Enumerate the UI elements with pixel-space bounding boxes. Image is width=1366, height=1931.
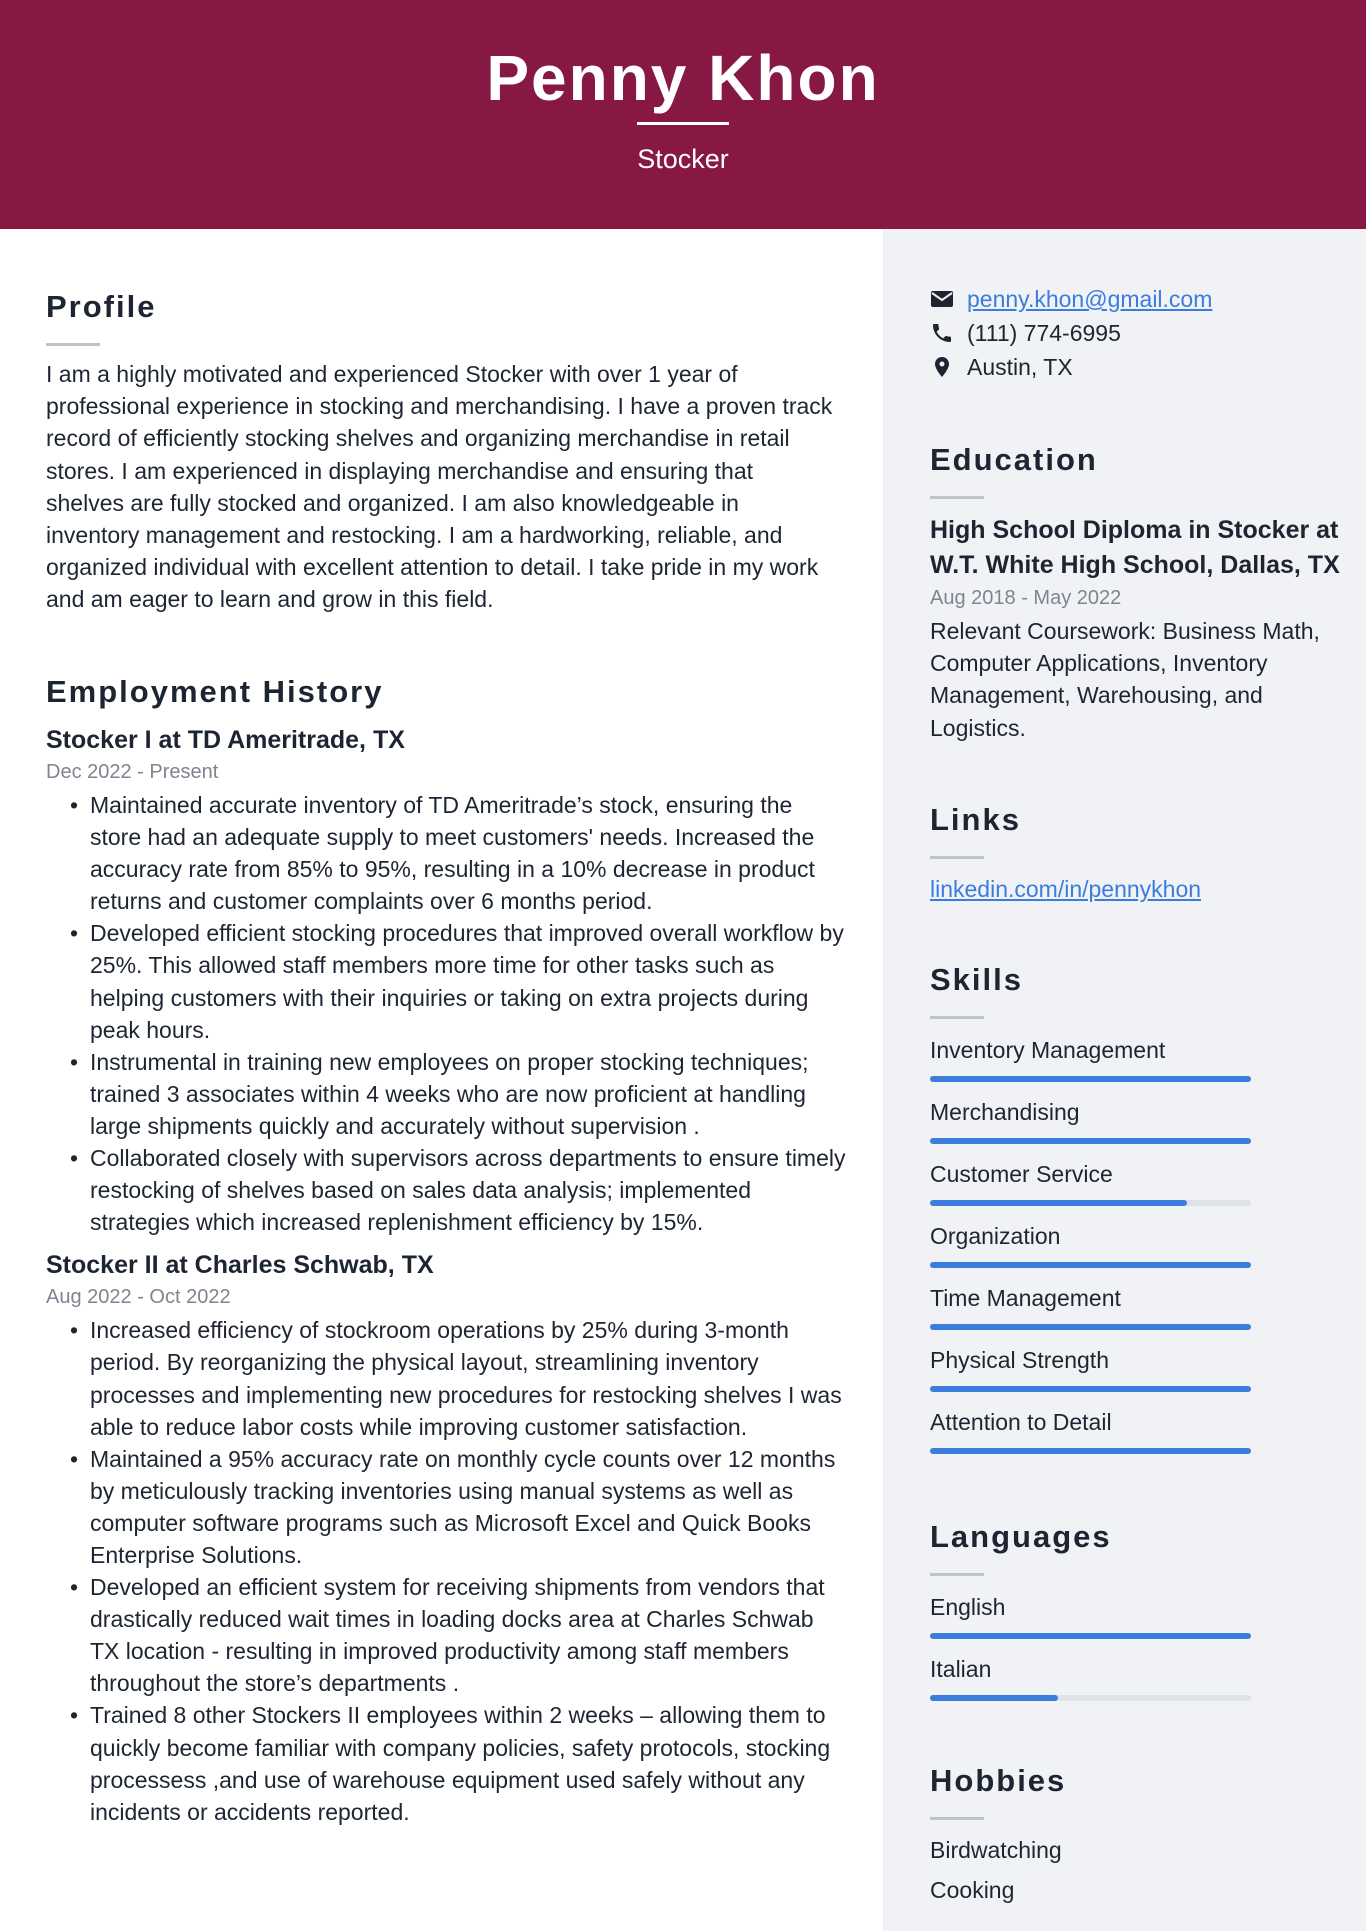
skill-bar-fill <box>930 1138 1251 1144</box>
job-entry-title: Stocker I at TD Ameritrade, TX <box>46 726 405 754</box>
bullet-item: • Maintained a 95% accuracy rate on monthly cycle counts over 12 months by meticulously tracking inventories using manual systems as well as computer software programs such as Microsoft Excel and Quick Books Enterprise Solutions. <box>46 1443 846 1571</box>
profile-heading: Profile <box>46 289 157 324</box>
skill-item <box>930 1405 1340 1467</box>
language-bar-fill <box>930 1695 1058 1701</box>
links-section <box>930 800 1340 905</box>
skill-bar-track <box>930 1324 1251 1330</box>
skill-item <box>930 1095 1340 1157</box>
section-divider <box>930 1817 984 1820</box>
skill-bar-fill <box>930 1262 1251 1268</box>
phone-icon <box>930 321 954 345</box>
employment-heading: Employment History <box>46 674 384 709</box>
skill-bar-track <box>930 1262 1251 1268</box>
bullet-item: • Maintained accurate inventory of TD Ameritrade’s stock, ensuring the store had an adequate supply to meet customers' needs. Increased the accuracy rate from 85% to 95%, resulting in a 10% decrease in product returns and customer complaints over 6 months period. <box>46 789 846 917</box>
bullet-item: • Collaborated closely with supervisors across departments to ensure timely restocking of shelves based on sales data analysis; implemented strategies which increased replenishment efficiency by 15%. <box>46 1142 846 1238</box>
skill-bar-fill <box>930 1386 1251 1392</box>
language-item <box>930 1590 1340 1652</box>
skill-label: Customer Service <box>930 1161 1113 1187</box>
skill-bar-track <box>930 1386 1251 1392</box>
resume-header <box>0 0 1366 229</box>
header-divider <box>637 122 729 125</box>
language-label: Italian <box>930 1656 992 1682</box>
education-heading: Education <box>930 442 1098 477</box>
section-divider <box>46 343 100 346</box>
section-divider <box>930 1016 984 1019</box>
skill-bar-fill <box>930 1200 1187 1206</box>
contact-section <box>930 282 1340 384</box>
skill-item <box>930 1033 1340 1095</box>
skills-heading: Skills <box>930 962 1023 997</box>
skill-bar-fill <box>930 1448 1251 1454</box>
language-bar-track <box>930 1695 1251 1701</box>
bullet-item: • Instrumental in training new employees on proper stocking techniques; trained 3 associates within 4 weeks who are now proficient at handling large shipments quickly and accurately without supervision . <box>46 1046 846 1142</box>
job-entry <box>46 723 846 1238</box>
job-entry-dates: Aug 2022 - Oct 2022 <box>46 1286 231 1309</box>
job-bullets <box>46 1314 846 1828</box>
job-entry-title: Stocker II at Charles Schwab, TX <box>46 1251 434 1280</box>
job-title: Stocker <box>637 144 729 174</box>
section-divider <box>930 496 984 499</box>
email-link[interactable]: penny.khon@gmail.com <box>967 286 1213 312</box>
skill-bar-track <box>930 1138 1251 1144</box>
contact-phone <box>930 316 1340 350</box>
skill-item <box>930 1281 1340 1343</box>
skill-label: Merchandising <box>930 1099 1080 1125</box>
skill-label: Organization <box>930 1223 1061 1249</box>
skill-label: Time Management <box>930 1285 1121 1311</box>
languages-list <box>930 1590 1340 1714</box>
skill-item <box>930 1157 1340 1219</box>
education-section <box>930 440 1340 744</box>
education-dates: Aug 2018 - May 2022 <box>930 587 1122 609</box>
language-label: English <box>930 1594 1006 1620</box>
skill-bar-track <box>930 1200 1251 1206</box>
skill-bar-track <box>930 1076 1251 1082</box>
hobby-item: Cooking <box>930 1877 1015 1903</box>
skill-item <box>930 1343 1340 1405</box>
section-divider <box>930 856 984 859</box>
skill-bar-track <box>930 1448 1251 1454</box>
hobbies-section <box>930 1761 1340 1910</box>
languages-heading: Languages <box>930 1519 1112 1554</box>
education-text: Relevant Coursework: Business Math, Computer Applications, Inventory Management, Warehousing, and Logistics. <box>930 618 1320 741</box>
education-title: High School Diploma in Stocker at W.T. White High School, Dallas, TX <box>930 516 1340 579</box>
map-pin-icon <box>930 355 954 379</box>
job-entry-dates: Dec 2022 - Present <box>46 761 219 783</box>
linkedin-link[interactable]: linkedin.com/in/pennykhon <box>930 876 1202 902</box>
bullet-item: • Trained 8 other Stockers II employees within 2 weeks – allowing them to quickly become familiar with company policies, safety protocols, stocking processess ,and use of warehouse equipment used safely without any incidents or accidents reported. <box>46 1699 846 1827</box>
hobbies-list <box>930 1830 1340 1910</box>
candidate-name: Penny Khon <box>486 42 880 114</box>
contact-location <box>930 350 1340 384</box>
skill-bar-fill <box>930 1324 1251 1330</box>
language-item <box>930 1652 1340 1714</box>
envelope-icon <box>930 287 954 311</box>
employment-section <box>46 672 846 1828</box>
profile-section <box>46 287 836 616</box>
profile-text: I am a highly motivated and experienced Stocker with over 1 year of professional experience in stocking and merchandising. I have a proven track record of efficiently stocking shelves and organizing merchandise in retail stores. I am experienced in displaying merchandise and ensuring that shelves are fully stocked and organized. I am also knowledgeable in inventory management and restocking. I am a hardworking, reliable, and organized individual with excellent attention to detail. I take pride in my work and am eager to learn and grow in this field. <box>46 361 833 613</box>
skills-list <box>930 1033 1340 1467</box>
bullet-item: • Developed an efficient system for receiving shipments from vendors that drastically reduced wait times in loading docks area at Charles Schwab TX location - resulting in improved productivity among staff members throughout the store’s departments . <box>46 1571 846 1699</box>
job-bullets <box>46 789 846 1238</box>
skill-label: Attention to Detail <box>930 1409 1112 1435</box>
phone-number: (111) 774-6995 <box>967 320 1121 346</box>
location-text: Austin, TX <box>967 354 1073 380</box>
skill-label: Inventory Management <box>930 1037 1166 1063</box>
hobbies-heading: Hobbies <box>930 1763 1067 1798</box>
language-bar-track <box>930 1633 1251 1639</box>
section-divider <box>930 1573 984 1576</box>
skill-item <box>930 1219 1340 1281</box>
contact-email <box>930 282 1340 316</box>
languages-section <box>930 1517 1340 1714</box>
links-heading: Links <box>930 802 1021 837</box>
hobby-item: Birdwatching <box>930 1837 1062 1863</box>
bullet-item: • Developed efficient stocking procedures that improved overall workflow by 25%. This allowed staff members more time for other tasks such as helping customers with their inquiries or taking on extra projects during peak hours. <box>46 917 846 1045</box>
skill-bar-fill <box>930 1076 1251 1082</box>
skills-section <box>930 960 1340 1467</box>
skill-label: Physical Strength <box>930 1347 1109 1373</box>
job-entry <box>46 1248 846 1828</box>
language-bar-fill <box>930 1633 1251 1639</box>
bullet-item: • Increased efficiency of stockroom operations by 25% during 3-month period. By reorganizing the physical layout, streamlining inventory processes and implementing new procedures for restocking shelves I was able to reduce labor costs while improving customer satisfaction. <box>46 1314 846 1442</box>
